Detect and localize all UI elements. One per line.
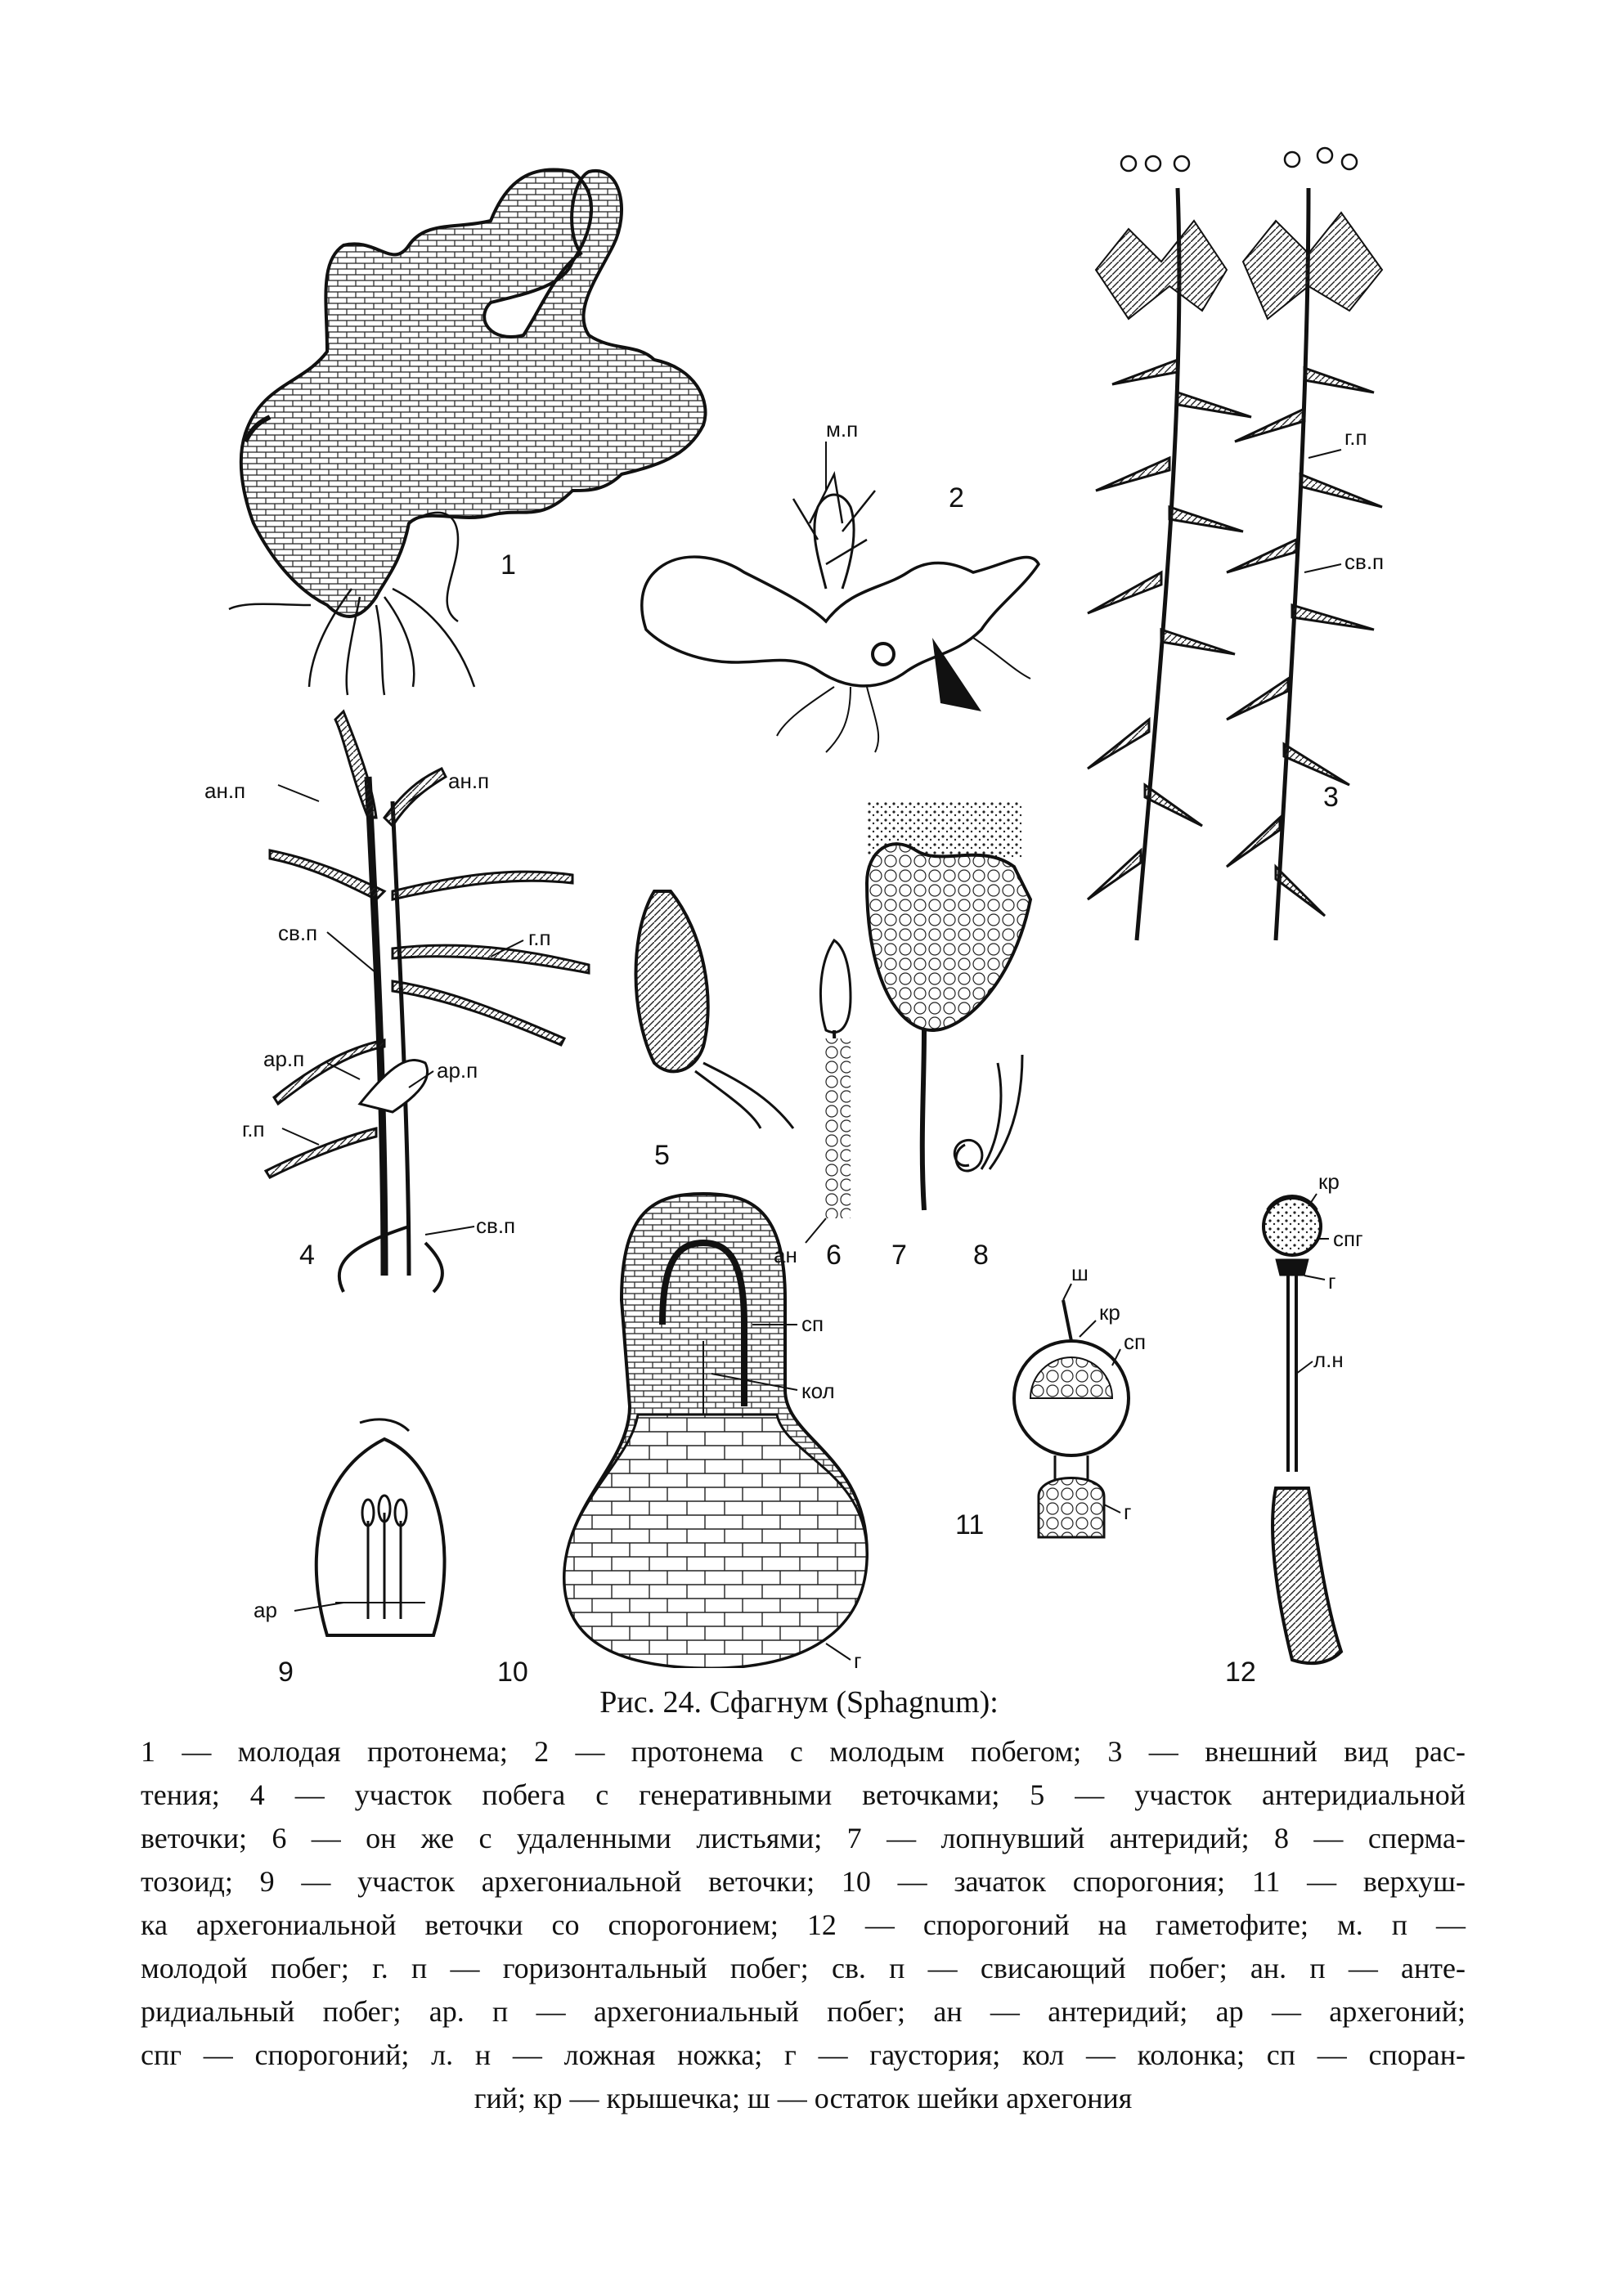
- label-kr-12: кр: [1318, 1169, 1340, 1194]
- label-kol-10: кол: [801, 1379, 835, 1403]
- caption-line: ка архегониальной веточки со спорогонием; 12 — спорогоний на гаметофите; м. п —: [141, 1908, 1466, 1941]
- caption-line: ридиальный побег; ар. п — архегониальный побег; ан — антеридий; ар — архегоний;: [141, 1995, 1466, 2028]
- panel-8-spermatozoid: [954, 1055, 1022, 1171]
- label-svp-3: св.п: [1344, 549, 1385, 574]
- caption-line: веточки; 6 — он же с удаленными листьями; 7 — лопнувший антеридий; 8 — сперма-: [141, 1822, 1466, 1854]
- panel-number-10: 10: [497, 1657, 528, 1688]
- caption-line: тения; 4 — участок побега с генеративными веточками; 5 — участок антеридиальной: [141, 1778, 1466, 1811]
- panel-number-4: 4: [299, 1240, 315, 1271]
- label-gp-4-right: г.п: [528, 926, 551, 950]
- panel-9-archegonial-branch: [316, 1419, 445, 1635]
- label-arp-4-left: ар.п: [263, 1047, 305, 1071]
- label-ln-12: л.н: [1313, 1348, 1344, 1372]
- label-arp-4-right: ар.п: [437, 1058, 478, 1083]
- label-ar-9: ар: [254, 1598, 277, 1622]
- label-svp-4-bottom: св.п: [476, 1213, 516, 1238]
- panel-number-5: 5: [654, 1140, 670, 1171]
- panel-5-branch: [636, 891, 794, 1128]
- label-sp-11: сп: [1124, 1330, 1147, 1354]
- label-anp-left: ан.п: [204, 778, 246, 803]
- panel-number-1: 1: [500, 549, 516, 581]
- panel-1-protonema: [229, 170, 706, 696]
- label-anp-right: ан.п: [448, 769, 490, 793]
- label-kr-11: кр: [1099, 1300, 1120, 1325]
- panel-number-11: 11: [955, 1509, 985, 1540]
- panel-number-2: 2: [949, 482, 964, 513]
- caption-line: молодой побег; г. п — горизонтальный побег; св. п — свисающий побег; ан. п — анте-: [141, 1952, 1466, 1984]
- panel-number-12: 12: [1225, 1657, 1256, 1688]
- label-g-10: г: [854, 1648, 862, 1673]
- panel-number-6: 6: [826, 1240, 842, 1271]
- panel-7-antheridium: [867, 801, 1030, 1210]
- caption-line: 1 — молодая протонема; 2 — протонема с молодым побегом; 3 — внешний вид рас-: [141, 1735, 1466, 1768]
- label-gp-3: г.п: [1344, 425, 1367, 450]
- panel-12-sporogonium-gametophyte: [1264, 1196, 1341, 1663]
- label-sp-10: сп: [801, 1312, 824, 1336]
- label-sh-11: ш: [1071, 1261, 1089, 1285]
- label-gp-4-left: г.п: [242, 1117, 265, 1141]
- label-svp-4-top: св.п: [278, 921, 318, 945]
- label-g-11: г: [1124, 1500, 1132, 1524]
- panel-11-branch-tip: [1014, 1300, 1132, 1537]
- panel-2-protonema-shoot: [642, 474, 1039, 752]
- panel-number-7: 7: [891, 1240, 907, 1271]
- caption-line: спг — спорогоний; л. н — ложная ножка; г — гаустория; кол — колонка; сп — споран-: [141, 2038, 1466, 2071]
- panel-10-sporogonium: [564, 1194, 867, 1668]
- panel-3-plant: [1088, 148, 1385, 940]
- label-mp: м.п: [826, 417, 859, 442]
- figure-caption-title: Рис. 24. Сфагнум (Sphagnum):: [599, 1685, 999, 1720]
- label-g-12: г: [1328, 1269, 1336, 1294]
- figure-caption-body: [141, 1730, 1466, 2120]
- panel-4-shoot: [266, 711, 589, 1292]
- caption-line: гий; кр — крышечка; ш — остаток шейки архегония: [474, 2082, 1133, 2114]
- panel-number-9: 9: [278, 1657, 294, 1688]
- panel-number-3: 3: [1323, 782, 1339, 813]
- panel-6-branch: [820, 940, 851, 1218]
- label-an-6: ан: [774, 1243, 797, 1267]
- label-spg-12: спг: [1333, 1226, 1363, 1251]
- caption-line: тозоид; 9 — участок архегониальной веточки; 10 — зачаток спорогония; 11 — верхуш-: [141, 1865, 1466, 1898]
- panel-number-8: 8: [973, 1240, 989, 1271]
